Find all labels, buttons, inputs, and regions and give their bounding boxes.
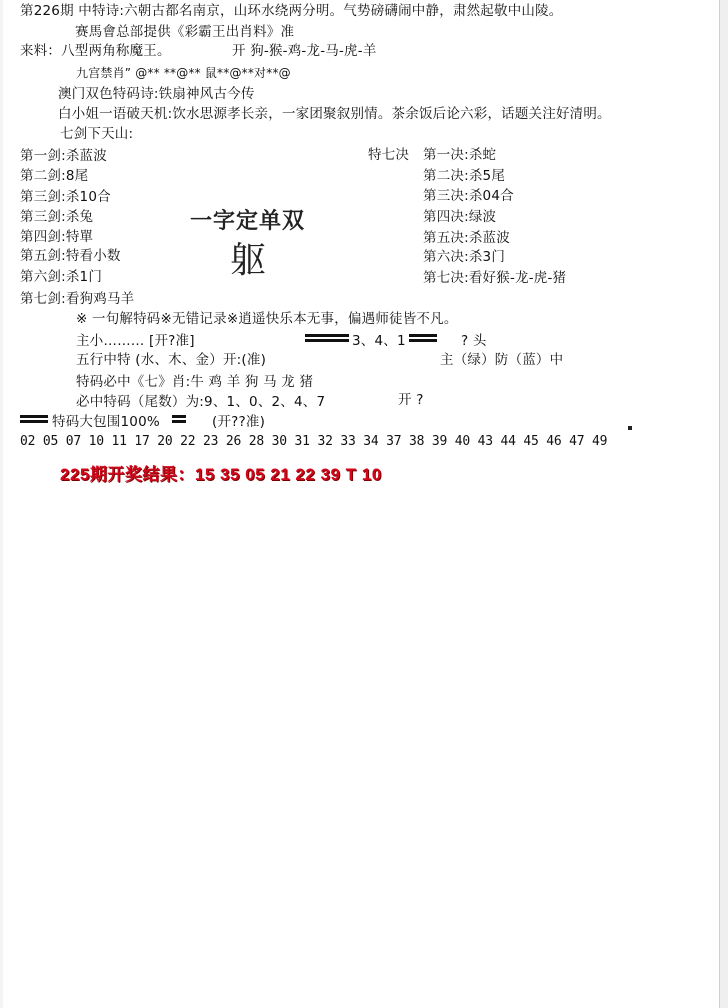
draw-result: 225期开奖结果：15 35 05 21 22 39 T 10 — [60, 465, 382, 484]
double-bar-icon — [172, 415, 186, 426]
double-bar-icon — [20, 415, 48, 426]
dot-mark — [628, 426, 632, 430]
poem-line: 第226期 中特诗:六朝古都名南京，山环水绕两分明。气势磅礴闹中静，肃然起敬中山陵。 — [20, 3, 563, 19]
triple-bar-icon — [305, 334, 349, 345]
main-guard-color-line: 主（绿）防（蓝）中 — [440, 352, 564, 368]
riddle-line: ※ 一句解特码※无错记录※逍遥快乐本无事，偏遇师徒皆不凡。 — [76, 311, 458, 327]
white-lady-line: 白小姐一语破天机:饮水思源孝长亲，一家团聚叙别情。茶余饭后论六彩，话题关注好清明。 — [58, 106, 611, 122]
sword-item: 第五剑:特看小数 — [20, 248, 121, 264]
secret-item: 第五决:杀蓝波 — [423, 230, 510, 246]
macau-poem-line: 澳门双色特码诗:铁扇神风古今传 — [58, 86, 255, 102]
sword-item: 第二剑:8尾 — [20, 168, 89, 184]
five-elements-line: 五行中特 (水、木、金）开:(准) — [76, 352, 267, 368]
sword-item: 第六剑:杀1门 — [20, 269, 103, 285]
open-zodiac-line: 开 狗-猴-鸡-龙-马-虎-羊 — [232, 43, 377, 59]
secret-item: 第七决:看好猴-龙-虎-猪 — [423, 270, 567, 286]
secret-item: 第三决:杀04合 — [423, 188, 514, 204]
tail-number-line: 必中特码（尾数）为:9、1、0、2、4、7 — [76, 394, 326, 410]
seven-swords-title: 七剑下天山: — [60, 126, 134, 142]
source-line: 赛馬會总部提供《彩霸王出肖料》准 — [75, 24, 295, 40]
right-scroll-edge[interactable] — [719, 0, 728, 1008]
secrets-title: 特七决 — [368, 147, 410, 163]
hint-character: 躯 — [230, 240, 267, 281]
head-question: ? 头 — [461, 333, 487, 349]
nine-palace-line: 九宫禁肖” @** **@** 鼠**@**对**@ — [76, 66, 291, 80]
secret-item: 第二决:杀5尾 — [423, 168, 506, 184]
encircle-open: (开??准) — [212, 414, 266, 430]
head-numbers: 3、4、1 — [352, 333, 406, 349]
sword-item: 第三剑:杀10合 — [20, 189, 111, 205]
seven-zodiac-line: 特码必中《七》肖:牛 鸡 羊 狗 马 龙 猪 — [76, 374, 314, 390]
secret-item: 第四决:绿波 — [423, 209, 497, 225]
secret-item: 第六决:杀3门 — [423, 249, 506, 265]
tail-open-mark: 开 ? — [398, 392, 424, 408]
material-line: 来料：八型两角称魔王。 — [20, 43, 171, 59]
number-pool: 02 05 07 10 11 17 20 22 23 26 28 30 31 32 33 34 37 38 39 40 43 44 45 46 47 49 — [20, 434, 608, 449]
sword-item: 第一剑:杀蓝波 — [20, 148, 107, 164]
small-main-line: 主小……… [开?准] — [76, 333, 195, 349]
triple-bar-icon — [409, 334, 437, 345]
sword-item: 第三剑:杀兔 — [20, 209, 94, 225]
left-edge — [0, 0, 3, 1008]
sword-item: 第四剑:特單 — [20, 229, 94, 245]
single-double-title: 一字定单双 — [190, 208, 306, 234]
encircle-line: 特码大包围100% — [52, 414, 160, 430]
secret-item: 第一决:杀蛇 — [423, 147, 497, 163]
sword-item: 第七剑:看狗鸡马羊 — [20, 291, 135, 307]
